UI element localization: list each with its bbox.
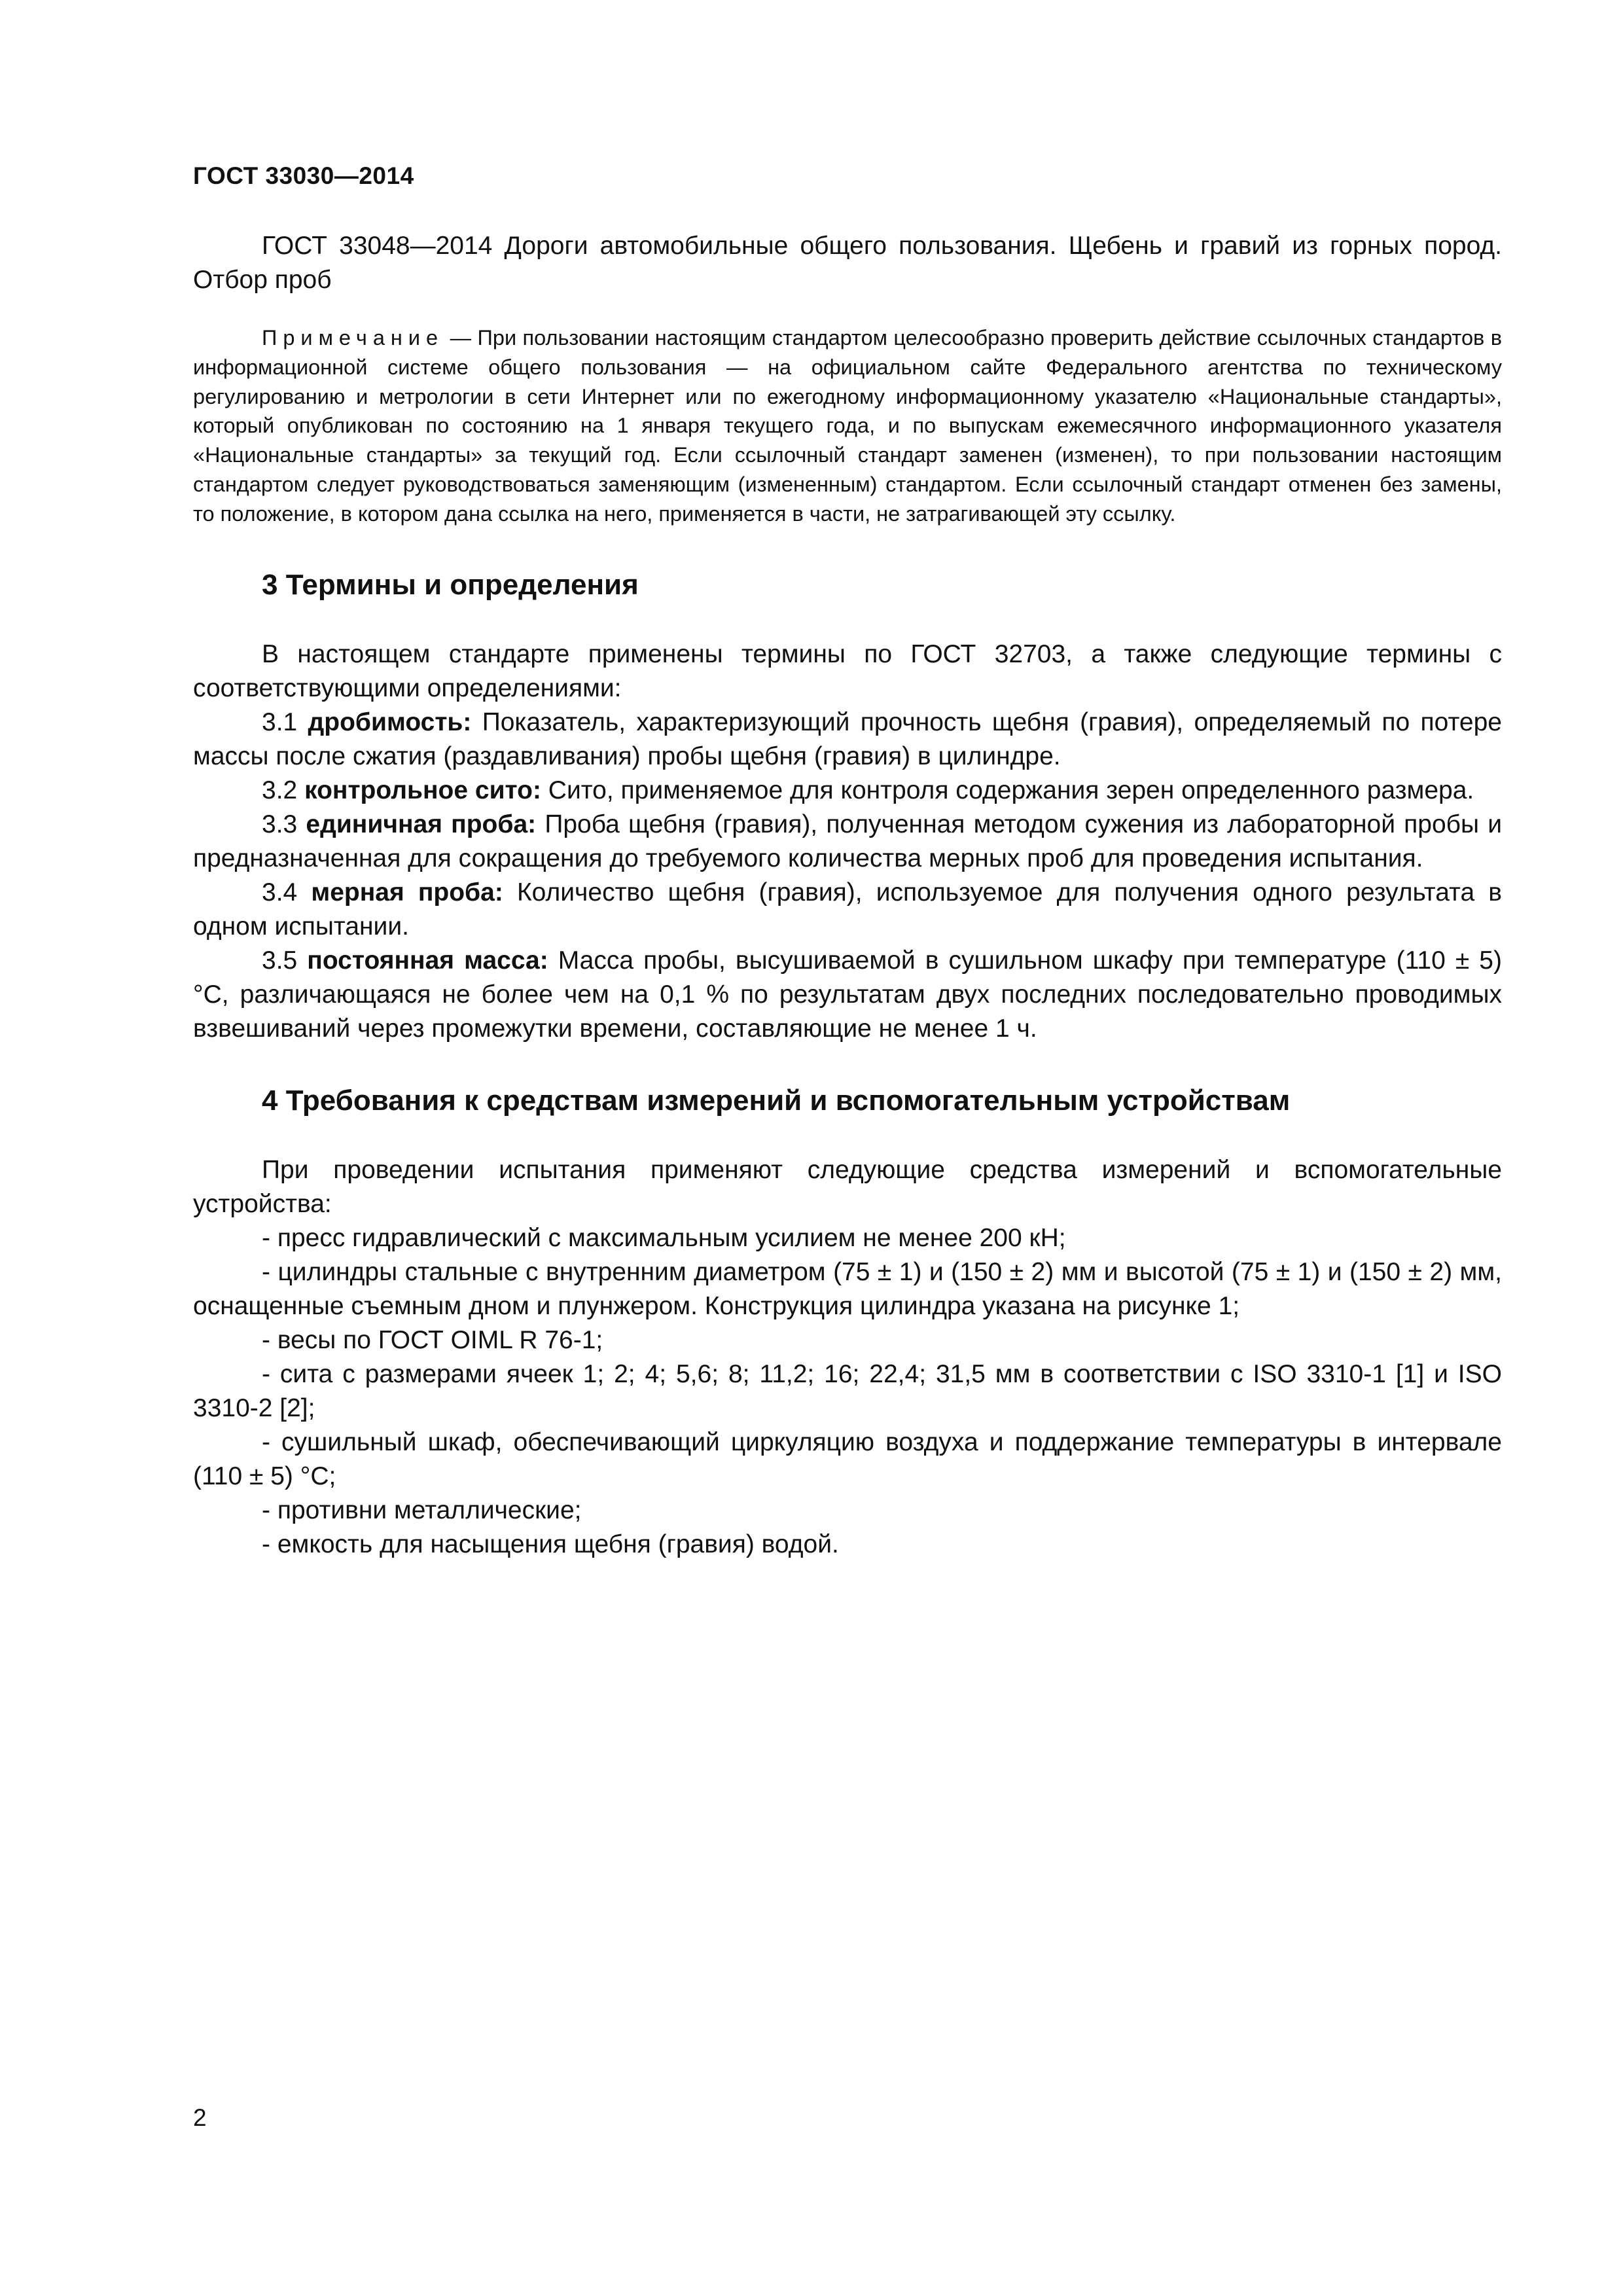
term-text: Сито, применяемое для контроля содержания зерен определенного размера. [541,776,1474,804]
section-3-intro: В настоящем стандарте применены термины по ГОСТ 32703, а также следующие термины с соответствующими определениями: [193,639,1502,702]
term-definition [193,876,1502,944]
note-label: Примечание [262,326,444,350]
term-name: дробимость: [308,708,472,736]
term-definition [193,808,1502,876]
term-text: Проба щебня (гравия), полученная методом сужения из лабораторной пробы и предназначенная для сокращения до требуемого количества мерных проб для проведения испытания. [193,810,1502,872]
term-number: 3.4 [262,878,312,906]
equipment-item: - весы по ГОСТ OIML R 76-1; [262,1325,603,1354]
note-text: — При пользовании настоящим стандартом целесообразно проверить действие ссылочных стандартов в информационной системе общего пользования — на официальном сайте Федерального агентства по техническому регулированию и метрологии в сети Интернет или по ежегодному информационному указателю «Национальные стандарты», который опубликован по состоянию на 1 января текущего года, и по выпускам ежемесячного информационного указателя «Национальные стандарты» за текущий год. Если ссылочный стандарт заменен (изменен), то при пользовании настоящим стандартом следует руководствоваться заменяющим (измененным) стандартом. Если ссылочный стандарт отменен без замены, то положение, в котором дана ссылка на него, применяется в части, не затрагивающей эту ссылку. [193,326,1502,526]
term-text: Масса пробы, высушиваемой в сушильном шкафу при температуре (110 ± 5) °С, различающаяся не более чем на 0,1 % по результатам двух последних последовательно проводимых взвешиваний через промежутки времени, составляющие не менее 1 ч. [193,946,1502,1043]
document-code-header: ГОСТ 33030—2014 [193,162,414,189]
term-text: Показатель, характеризующий прочность щебня (гравия), определяемый по потере массы после сжатия (раздавливания) пробы щебня (гравия) в цилиндре. [193,708,1502,770]
term-number: 3.3 [262,810,306,838]
term-definition [193,774,1502,808]
term-number: 3.2 [262,776,305,804]
equipment-item: - емкость для насыщения щебня (гравия) водой. [262,1530,839,1558]
equipment-item: - сушильный шкаф, обеспечивающий циркуляцию воздуха и поддержание температуры в интервале (110 ± 5) °С; [193,1427,1502,1490]
reference-standard: ГОСТ 33048—2014 Дороги автомобильные общего пользования. Щебень и гравий из горных пород. Отбор проб [193,232,1502,294]
equipment-item: - противни металлические; [262,1496,582,1524]
term-name: единичная проба: [306,810,537,838]
term-text: Количество щебня (гравия), используемое для получения одного результата в одном испытании. [193,878,1502,941]
term-name: контрольное сито: [304,776,541,804]
page-content [193,229,1502,1562]
equipment-item: - сита с размерами ячеек 1; 2; 4; 5,6; 8; 11,2; 16; 22,4; 31,5 мм в соответствии с ISO 3310-1 [1] и ISO 3310-2 [2]; [193,1359,1502,1422]
term-number: 3.5 [262,946,308,975]
term-definition [193,706,1502,774]
section-4-intro: При проведении испытания применяют следующие средства измерений и вспомогательные устройства: [193,1155,1502,1218]
term-number: 3.1 [262,708,308,736]
page-number: 2 [193,2104,207,2131]
section-4-heading: 4 Требования к средствам измерений и вспомогательным устройствам [262,1084,1291,1117]
equipment-item: - пресс гидравлический с максимальным усилием не менее 200 кН; [262,1223,1066,1252]
term-definition [193,944,1502,1046]
term-name: мерная проба: [311,878,503,906]
section-3-heading: 3 Термины и определения [262,568,639,601]
term-name: постоянная масса: [307,946,548,975]
note-paragraph [193,323,1502,529]
equipment-item: - цилиндры стальные с внутренним диаметром (75 ± 1) и (150 ± 2) мм и высотой (75 ± 1) и (150 ± 2) мм, оснащенные съемным дном и плунжером. Конструкция цилиндра указана на рисунке 1; [193,1257,1502,1320]
